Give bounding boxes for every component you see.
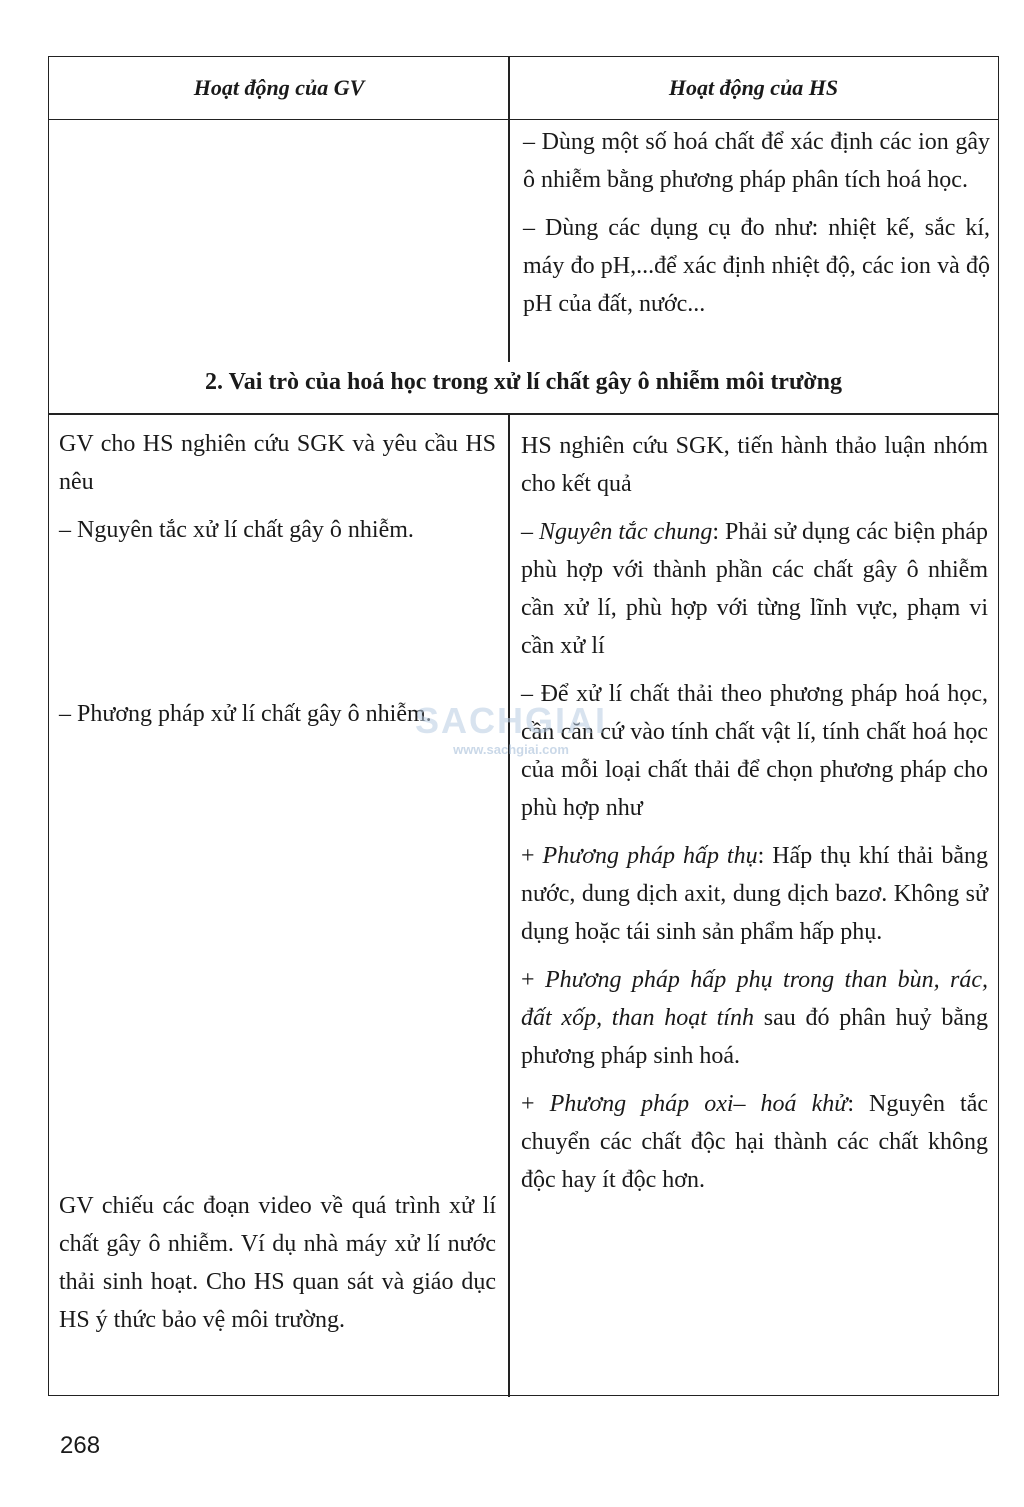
watermark — [415, 700, 607, 757]
watermark-brand: SACHGIAI — [415, 700, 608, 741]
section1-hs-item1: – Dùng một số hoá chất để xác định các ion gây ô nhiễm bằng phương pháp phân tích hoá học. — [523, 129, 990, 193]
hs-absorb-text: : Hấp thụ khí thải bằng nước, dung dịch axit, dung dịch bazơ. Không sử dụng hoặc tái sinh sản phẩm hấp phụ. — [521, 843, 988, 945]
column-divider-bottom — [508, 414, 510, 1397]
hs-adsorb-text: sau đó phân huỷ bằng phương pháp sinh hoá. — [521, 1005, 989, 1069]
hs-redox: + Phương pháp oxi– hoá khử: Nguyên tắc chuyển các chất độc hại thành các chất không độc hay ít độc hơn. — [521, 1091, 989, 1193]
hs-principle-label: Nguyên tắc chung — [539, 519, 713, 545]
section2-title: 2. Vai trò của hoá học trong xử lí chất gây ô nhiễm môi trường — [205, 369, 842, 395]
hs-absorb: + Phương pháp hấp thụ: Hấp thụ khí thải bằng nước, dung dịch axit, dung dịch bazơ. Không sử dụng hoặc tái sinh sản phẩm hấp phụ. — [521, 843, 988, 945]
hs-principle-text: : Phải sử dụng các biện pháp phù hợp với thành phần các chất gây ô nhiễm cần xử lí, phù hợp với từng lĩnh vực, phạm vi cần xử lí — [521, 519, 988, 659]
hs-principle: – Nguyên tắc chung: Phải sử dụng các biện pháp phù hợp với thành phần các chất gây ô nhiễm cần xử lí, phù hợp với từng lĩnh vực, phạm vi cần xử lí — [521, 519, 988, 659]
hs-intro: HS nghiên cứu SGK, tiến hành thảo luận nhóm cho kết quả — [521, 433, 988, 497]
gv-item-principle: – Nguyên tắc xử lí chất gây ô nhiễm. — [59, 517, 414, 543]
gv-item-video: GV chiếu các đoạn video về quá trình xử lí chất gây ô nhiễm. Ví dụ nhà máy xử lí nước thải sinh hoạt. Cho HS quan sát và giáo dục HS ý thức bảo vệ môi trường. — [59, 1193, 496, 1333]
hs-redox-text: : Nguyên tắc chuyển các chất độc hại thành các chất không độc hay ít độc hơn. — [521, 1091, 989, 1193]
gv-intro: GV cho HS nghiên cứu SGK và yêu cầu HS nêu — [59, 431, 496, 495]
hs-adsorb: + Phương pháp hấp phụ trong than bùn, rác, đất xốp, than hoạt tính sau đó phân huỷ bằng phương pháp sinh hoá. — [521, 967, 989, 1069]
hs-method-intro: – Để xử lí chất thải theo phương pháp hoá học, cần căn cứ vào tính chất vật lí, tính chất hoá học của mỗi loại chất thải để chọn phương pháp cho phù hợp như — [521, 681, 988, 821]
section1-student-cell — [523, 123, 990, 333]
watermark-url: www.sachgiai.com — [453, 742, 569, 757]
hs-adsorb-label: Phương pháp hấp phụ trong than bùn, rác, đất xốp, than hoạt tính — [521, 967, 988, 1031]
hs-absorb-label: Phương pháp hấp thụ — [542, 843, 758, 869]
section2-student-cell — [521, 427, 988, 1209]
section1-hs-item2: – Dùng các dụng cụ đo như: nhiệt kế, sắc kí, máy đo pH,...để xác định nhiệt độ, các ion và độ pH của đất, nước... — [523, 215, 990, 317]
page-number: 268 — [60, 1432, 101, 1459]
column-divider-top — [508, 57, 510, 362]
header-teacher-activity: Hoạt động của GV — [193, 75, 365, 100]
gv-item-method: – Phương pháp xử lí chất gây ô nhiễm. — [59, 701, 432, 727]
header-student-activity: Hoạt động của HS — [668, 75, 839, 100]
section2-teacher-intro-cell — [59, 425, 496, 559]
table-header — [49, 57, 998, 120]
section2-divider — [49, 413, 998, 415]
hs-redox-label: Phương pháp oxi– hoá khử — [549, 1091, 848, 1117]
